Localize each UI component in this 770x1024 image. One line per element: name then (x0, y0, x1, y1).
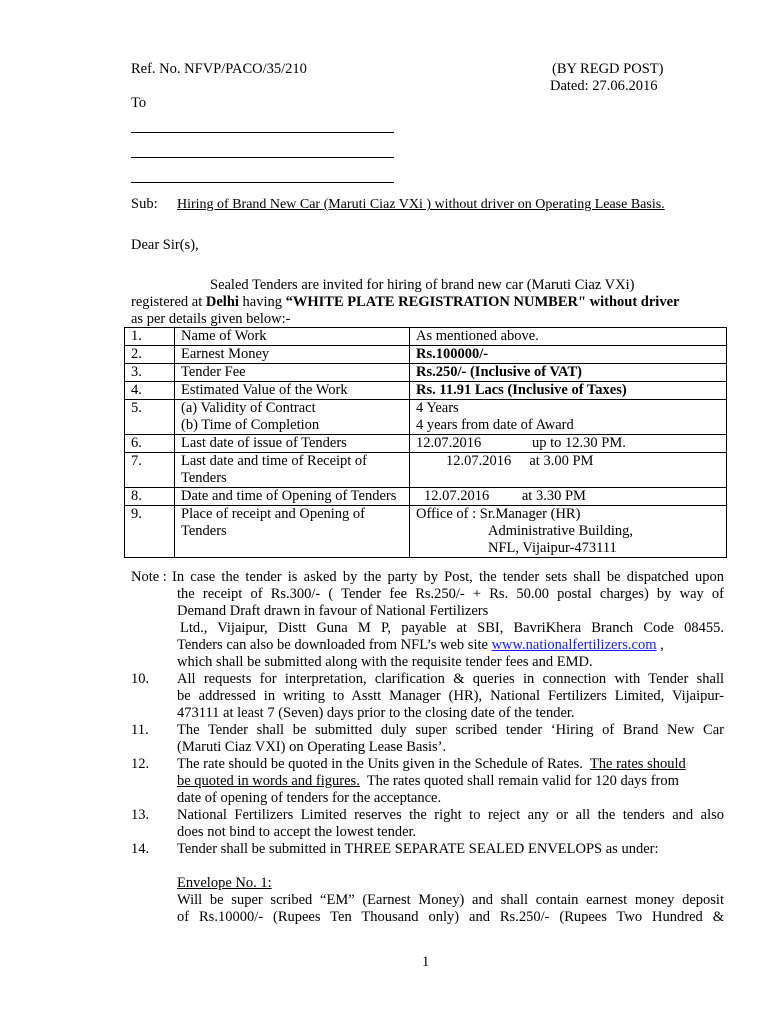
website-link[interactable]: www.nationalfertilizers.com (491, 637, 657, 653)
table-row: 3. Tender Fee Rs.250/- (Inclusive of VAT) (125, 364, 727, 382)
table-row: 6. Last date of issue of Tenders 12.07.2016 up to 12.30 PM. (125, 435, 727, 453)
page-number: 1 (422, 954, 430, 970)
details-table (124, 327, 727, 558)
envelope-line-1: Will be super scribed “EM” (Earnest Money) and shall contain earnest money deposit (177, 892, 724, 908)
clause-10-line-3: 473111 at least 7 (Seven) days prior to the closing date of the tender. (177, 705, 575, 721)
clause-14-line-1: Tender shall be submitted in THREE SEPARATE SEALED ENVELOPS as under: (177, 841, 659, 857)
clause-number: 14. (131, 841, 150, 857)
clause-10-line-2: be addressed in writing to Asstt Manager (HR), National Fertilizers Limited, Vijaipur- (177, 688, 724, 704)
clause-number: 13. (131, 807, 150, 823)
table-row: 1. Name of Work As mentioned above. (125, 328, 727, 346)
clause-10-line-1: All requests for interpretation, clarification & queries in connection with Tender shall (177, 671, 724, 687)
post-mode: (BY REGD POST) (552, 61, 664, 77)
clause-number: 11. (131, 722, 149, 738)
intro-plate-requirement: “WHITE PLATE REGISTRATION NUMBER" without driver (285, 294, 680, 310)
table-row: 2. Earnest Money Rs.100000/- (125, 346, 727, 364)
subject-label: Sub: (131, 196, 158, 212)
note-line-1: In case the tender is asked by the party by Post, the tender sets shall be dispatched upon (172, 569, 724, 585)
clause-11-line-2: (Maruti Ciaz VXI) on Operating Lease Basis’. (177, 739, 447, 755)
note-line-2: the receipt of Rs.300/- ( Tender fee Rs.250/- + Rs. 50.00 postal charges) by way of (177, 586, 724, 602)
address-line-2 (131, 157, 394, 158)
clause-number: 12. (131, 756, 150, 772)
reference-number: Ref. No. NFVP/PACO/35/210 (131, 61, 307, 77)
note-line-6: which shall be submitted along with the requisite tender fees and EMD. (177, 654, 593, 670)
subject-text: Hiring of Brand New Car (Maruti Ciaz VXi ) without driver on Operating Lease Basis. (177, 197, 665, 212)
clause-12-line-1: The rate should be quoted in the Units given in the Schedule of Rates. The rates should (177, 756, 686, 772)
intro-line-2: registered at Delhi having “WHITE PLATE REGISTRATION NUMBER" without driver (131, 294, 680, 310)
to-label: To (131, 95, 147, 111)
note-line-5: Tenders can also be downloaded from NFL’s web site www.nationalfertilizers.com , (177, 637, 664, 653)
table-row: 4. Estimated Value of the Work Rs. 11.91 Lacs (Inclusive of Taxes) (125, 382, 727, 400)
table-row: (b) Time of Completion 4 years from date of Award (125, 417, 727, 435)
clause-11-line-1: The Tender shall be submitted duly super scribed tender ‘Hiring of Brand New Car (177, 722, 724, 738)
rates-quote-instruction: The rates should (589, 756, 686, 772)
clause-13-line-1: National Fertilizers Limited reserves the right to reject any or all the tenders and also (177, 807, 724, 823)
note-label: Note : (131, 569, 167, 585)
clause-13-line-2: does not bind to accept the lowest tender. (177, 824, 417, 840)
clause-12-line-2: be quoted in words and figures. The rates quoted shall remain valid for 120 days from (177, 773, 679, 789)
clause-12-line-3: date of opening of tenders for the acceptance. (177, 790, 442, 806)
address-line-1 (131, 132, 394, 133)
envelope-title: Envelope No. 1: (177, 875, 272, 891)
note-line-4: Ltd., Vijaipur, Distt Guna M P, payable at SBI, BavriKhera Branch Code 08455. (180, 620, 724, 636)
intro-line-1: Sealed Tenders are invited for hiring of brand new car (Maruti Ciaz VXi) (210, 277, 635, 293)
salutation: Dear Sir(s), (131, 237, 199, 253)
table-row: 9. Place of receipt and Opening of Tenders Office of : Sr.Manager (HR) Administrative Building, NFL, Vijaipur-473111 (125, 506, 727, 558)
intro-city: Delhi (205, 294, 239, 310)
table-row: 5. (a) Validity of Contract 4 Years (125, 400, 727, 418)
envelope-line-2: of Rs.10000/- (Rupees Ten Thousand only) and Rs.250/- (Rupees Two Hundred & (177, 909, 724, 925)
note-line-3: Demand Draft drawn in favour of National Fertilizers (177, 603, 489, 619)
rates-words-figures: be quoted in words and figures. (177, 773, 360, 789)
clause-number: 10. (131, 671, 150, 687)
table-row: 8. Date and time of Opening of Tenders 12.07.2016 at 3.30 PM (125, 488, 727, 506)
intro-line-3: as per details given below:- (131, 311, 291, 327)
address-line-3 (131, 182, 394, 183)
table-row: 7. Last date and time of Receipt of Tenders 12.07.2016 at 3.00 PM (125, 453, 727, 488)
letter-date: Dated: 27.06.2016 (550, 78, 658, 94)
